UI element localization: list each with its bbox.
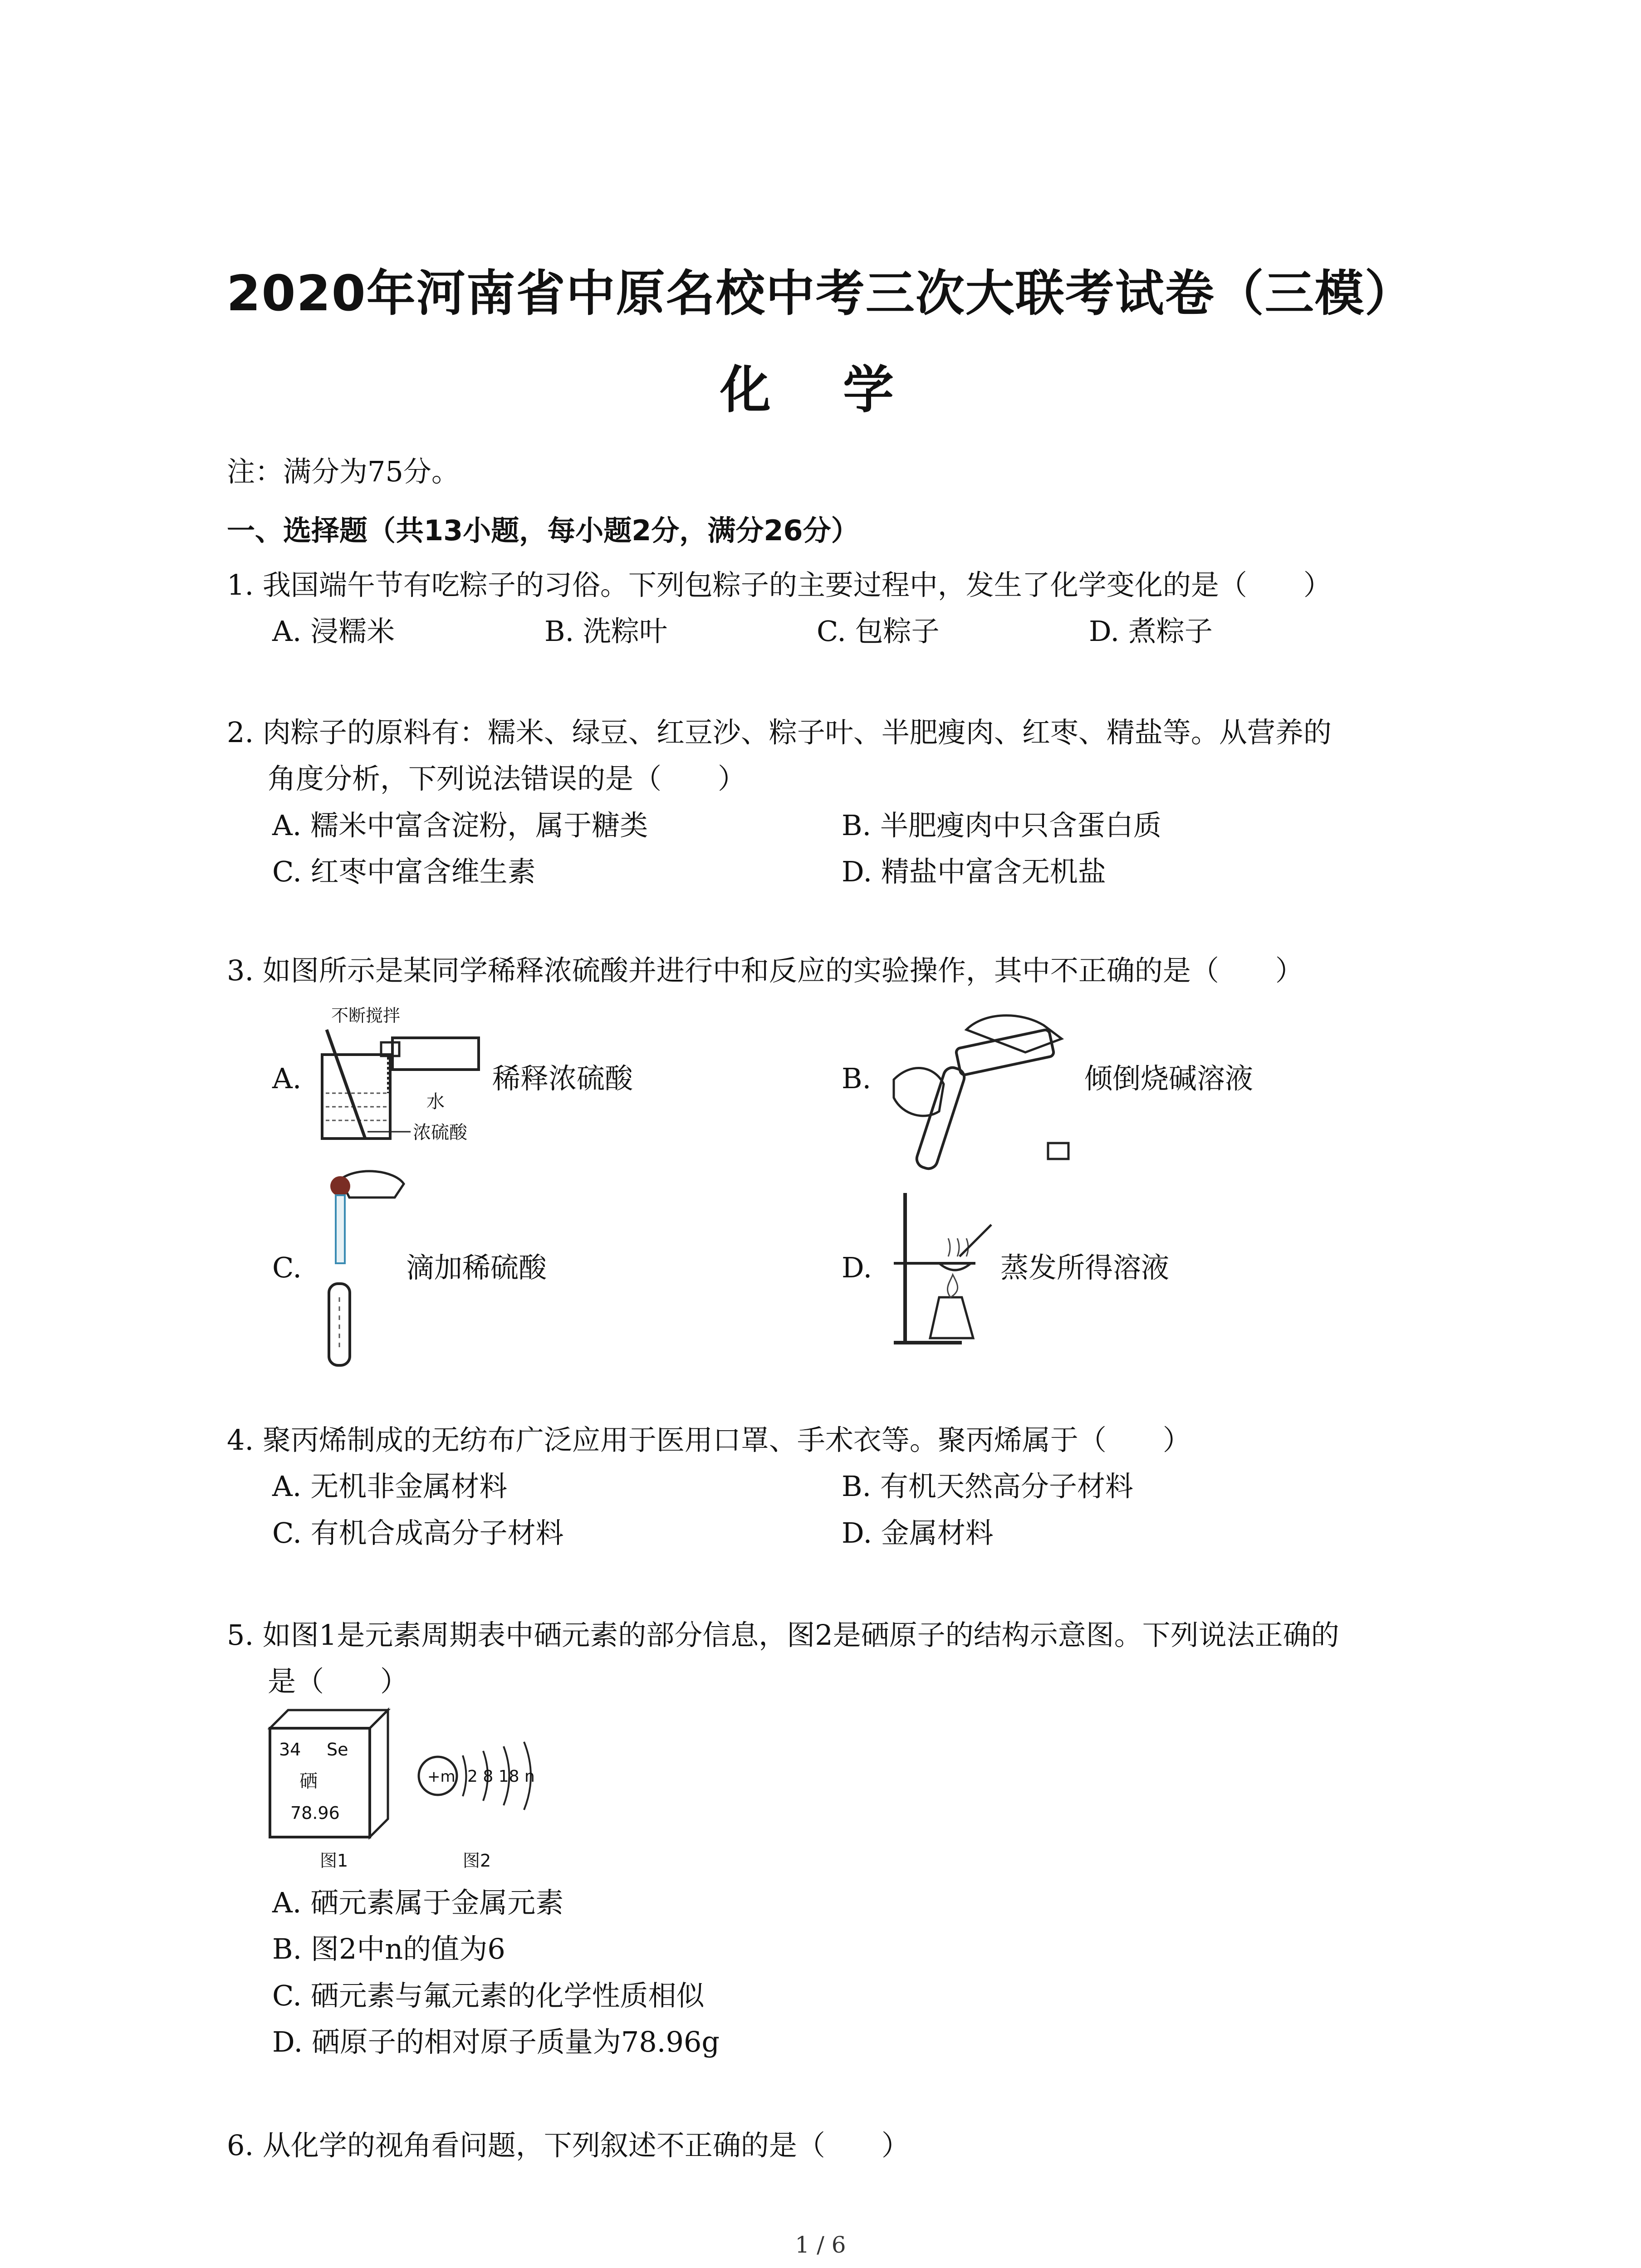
element-name: 硒	[299, 1771, 318, 1792]
figure-1-caption: 图1	[320, 1851, 348, 1871]
water-label: 水	[426, 1091, 445, 1112]
q3-option-a-text: 稀释浓硫酸	[492, 1062, 633, 1095]
water-container	[392, 1038, 479, 1070]
q1-option-d[interactable]: D. 煮粽子	[1089, 615, 1213, 648]
question-5-stem: 5. 如图1是元素周期表中硒元素的部分信息，图2是硒原子的结构示意图。下列说法正确的	[227, 1618, 1339, 1652]
glass-rod	[327, 1030, 365, 1139]
element-symbol: Se	[327, 1740, 348, 1760]
dropper-tube	[336, 1195, 345, 1263]
question-6-stem: 6. 从化学的视角看问题，下列叙述不正确的是（ ）	[227, 2129, 910, 2162]
atomic-number: 34	[279, 1740, 301, 1760]
q2-option-b[interactable]: B. 半肥瘦肉中只含蛋白质	[842, 809, 1161, 842]
q3-option-b-text: 倾倒烧碱溶液	[1084, 1062, 1254, 1095]
q5-option-a[interactable]: A. 硒元素属于金属元素	[272, 1886, 564, 1919]
q5-option-d[interactable]: D. 硒原子的相对原子质量为78.96g	[272, 2025, 720, 2058]
vapor-icon	[948, 1238, 968, 1256]
atomic-mass: 78.96	[290, 1803, 340, 1823]
dropper-figure	[309, 1161, 408, 1370]
q2-option-d[interactable]: D. 精盐中富含无机盐	[842, 855, 1106, 888]
stir-label: 不断搅拌	[331, 1006, 401, 1026]
figure-2-caption: 图2	[463, 1851, 491, 1871]
test-tube	[915, 1066, 967, 1170]
q4-option-c[interactable]: C. 有机合成高分子材料	[272, 1516, 564, 1549]
page-number: 1 / 6	[795, 2232, 846, 2258]
q3-option-d-letter[interactable]: D.	[842, 1251, 872, 1284]
score-note: 注：满分为75分。	[227, 455, 460, 488]
selenium-figure	[268, 1706, 585, 1878]
question-4-stem: 4. 聚丙烯制成的无纺布广泛应用于医用口罩、手术衣等。聚丙烯属于（ ）	[227, 1423, 1191, 1457]
alcohol-lamp	[930, 1297, 973, 1338]
reagent-bottle	[955, 1029, 1054, 1075]
q1-option-c[interactable]: C. 包粽子	[817, 615, 940, 648]
nucleus-charge: +m	[427, 1768, 456, 1786]
exam-title: 2020年河南省中原名校中考三次大联考试卷（三模）	[226, 265, 1415, 322]
dilution-figure	[313, 1002, 504, 1152]
q1-option-b[interactable]: B. 洗粽叶	[544, 615, 667, 648]
question-1-stem: 1. 我国端午节有吃粽子的习俗。下列包粽子的主要过程中，发生了化学变化的是（ ）	[227, 568, 1332, 601]
q2-option-c[interactable]: C. 红枣中富含维生素	[272, 855, 536, 888]
q5-option-b[interactable]: B. 图2中n的值为6	[272, 1932, 505, 1965]
question-2-stem-cont: 角度分析，下列说法错误的是（ ）	[268, 762, 746, 795]
q3-option-c-letter[interactable]: C.	[272, 1251, 302, 1284]
q3-option-c-text: 滴加稀硫酸	[406, 1251, 547, 1284]
q4-option-d[interactable]: D. 金属材料	[842, 1516, 994, 1549]
q3-option-d-text: 蒸发所得溶液	[1000, 1251, 1170, 1284]
hand-icon-2	[894, 1068, 944, 1116]
q1-option-a[interactable]: A. 浸糯米	[272, 615, 395, 648]
question-2-stem: 2. 肉粽子的原料有：糯米、绿豆、红豆沙、粽子叶、半肥瘦肉、红枣、精盐等。从营养的	[227, 716, 1332, 749]
acid-label: 浓硫酸	[413, 1122, 467, 1143]
q2-option-a[interactable]: A. 糯米中富含淀粉，属于糖类	[272, 809, 648, 842]
q4-option-b[interactable]: B. 有机天然高分子材料	[842, 1470, 1133, 1503]
subject-title: 化 学	[720, 361, 921, 420]
q4-option-a[interactable]: A. 无机非金属材料	[272, 1470, 508, 1503]
electron-shells: 2 8 18 n	[467, 1767, 535, 1786]
beaker	[322, 1055, 390, 1139]
hand-icon	[966, 1016, 1062, 1052]
q3-option-a-letter[interactable]: A.	[272, 1062, 302, 1095]
glass-rod-d	[960, 1225, 991, 1256]
flame-icon	[948, 1275, 958, 1297]
dropper-bulb	[330, 1176, 350, 1196]
q3-option-b-letter[interactable]: B.	[842, 1062, 872, 1095]
section-heading: 一、选择题（共13小题，每小题2分，满分26分）	[227, 514, 859, 547]
bottle-stopper	[1048, 1143, 1068, 1159]
q5-option-c[interactable]: C. 硒元素与氟元素的化学性质相似	[272, 1979, 705, 2012]
question-5-stem-cont: 是（ ）	[268, 1665, 409, 1698]
question-3-stem: 3. 如图所示是某同学稀释浓硫酸并进行中和反应的实验操作，其中不正确的是（ ）	[227, 954, 1303, 987]
pouring-figure	[889, 1007, 1084, 1170]
